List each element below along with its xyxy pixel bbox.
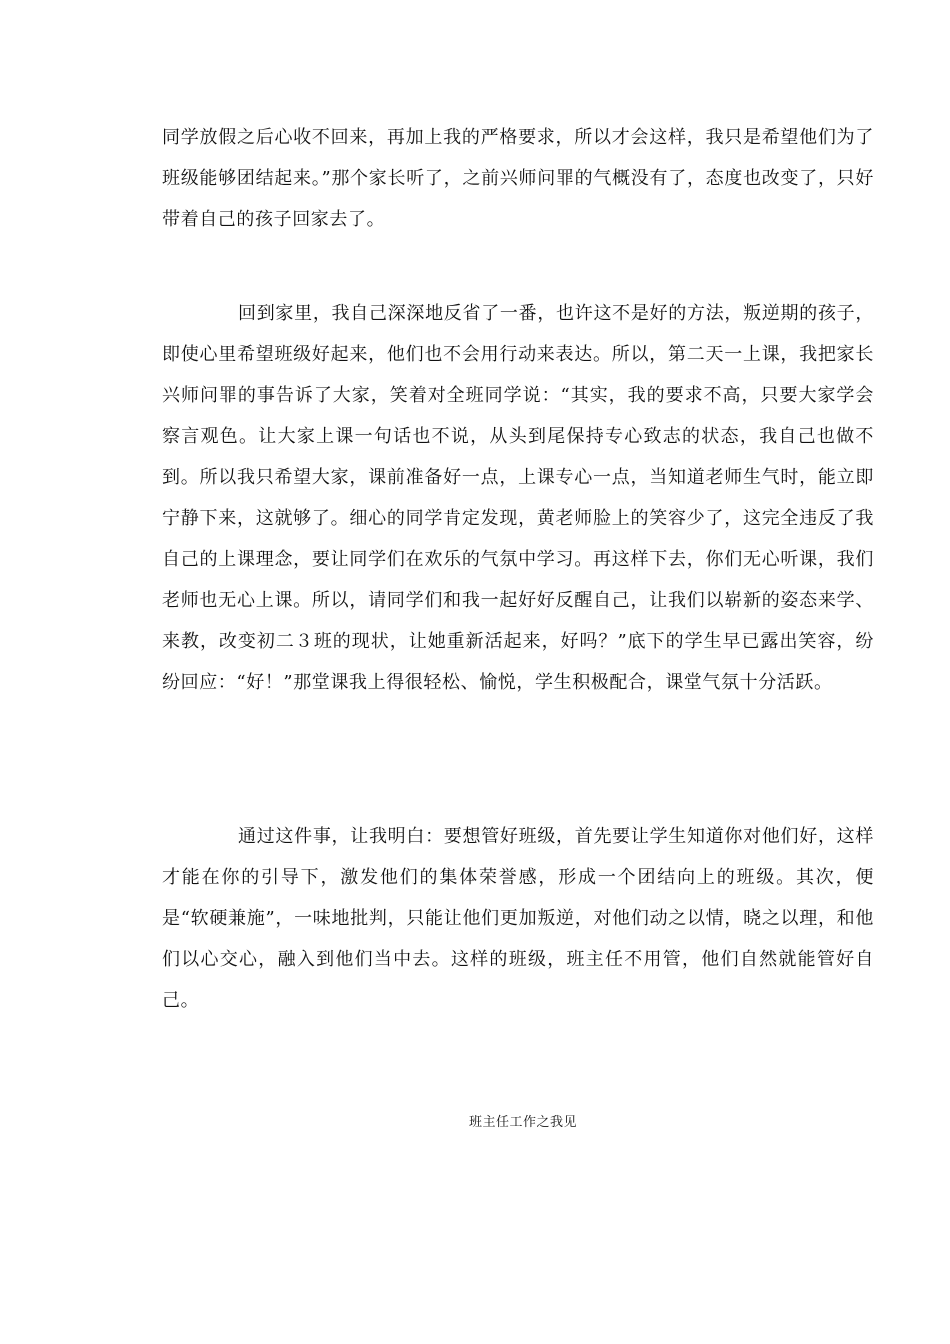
paragraph-conclusion: 通过这件事，让我明白：要想管好班级，首先要让学生知道你对他们好，这样才能在你的引导下，激发他们的集体荣誉感，形成一个团结向上的班级。其次，便是“软硬兼施”，一味地批判，只能让他们更加叛逆，对他们动之以情，晓之以理，和他们以心交心，融入到他们当中去。这样的班级，班主任不用管，他们自然就能管好自己。 [162,826,874,1011]
paragraph-continuation: 同学放假之后心收不回来，再加上我的严格要求，所以才会这样，我只是希望他们为了班级能够团结起来。”那个家长听了，之前兴师问罪的气概没有了，态度也改变了，只好带着自己的孩子回家去了。 [162,127,874,230]
paragraph-reflection: 回到家里，我自己深深地反省了一番，也许这不是好的方法，叛逆期的孩子，即使心里希望班级好起来，他们也不会用行动来表达。所以，第二天一上课，我把家长兴师问罪的事告诉了大家，笑着对全班同学说：“其实，我的要求不高，只要大家学会察言观色。让大家上课一句话也不说，从头到尾保持专心致志的状态，我自己也做不到。所以我只希望大家，课前准备好一点，上课专心一点，当知道老师生气时，能立即宁静下来，这就够了。细心的同学肯定发现，黄老师脸上的笑容少了，这完全违反了我自己的上课理念，要让同学们在欢乐的气氛中学习。再这样下去，你们无心听课，我们老师也无心上课。所以，请同学们和我一起好好反醒自己，让我们以崭新的姿态来学、来教，改变初二３班的现状，让她重新活起来，好吗？”底下的学生早已露出笑容，纷纷回应：“好！”那堂课我上得很轻松、愉悦，学生积极配合，课堂气氛十分活跃。 [162,303,874,693]
footer-title: 班主任工作之我见 [468,1115,577,1130]
